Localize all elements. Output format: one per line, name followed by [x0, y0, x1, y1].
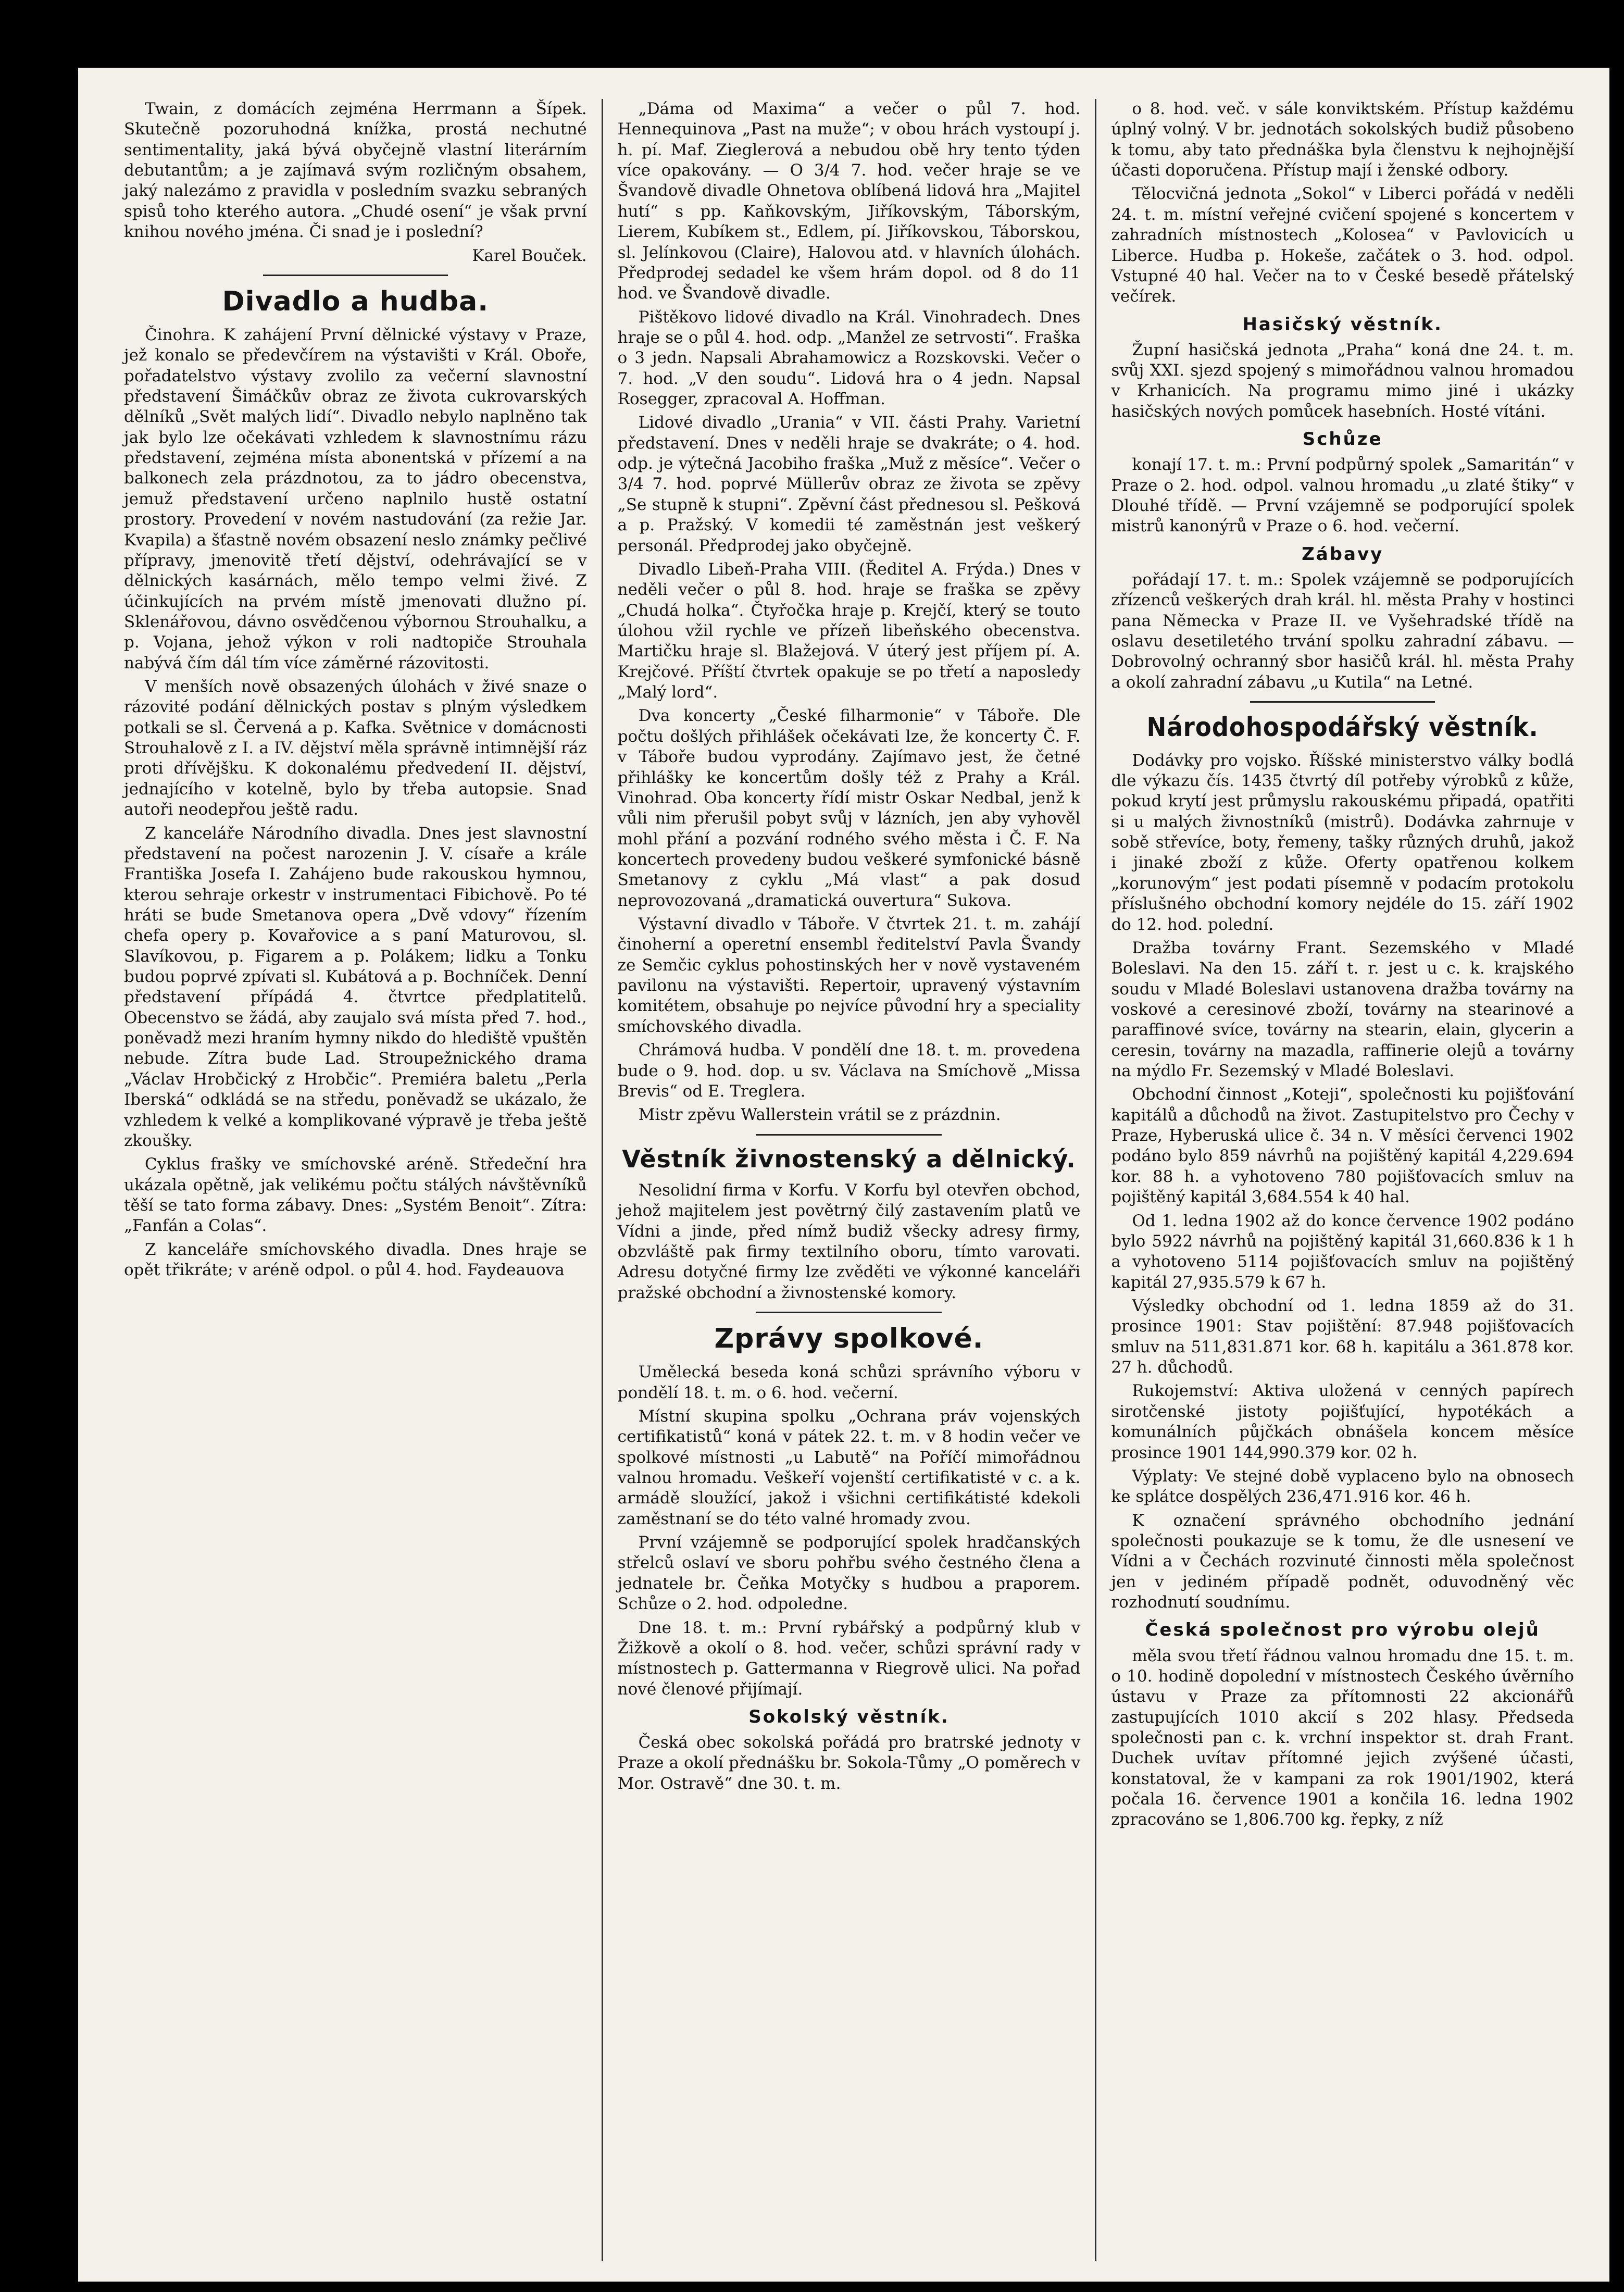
divider: [1250, 701, 1435, 703]
subheading-sokol: Sokolský věstník.: [748, 1706, 950, 1727]
divider: [263, 275, 448, 276]
subheading-oil-company: Česká společnost pro výrobu olejů: [1145, 1620, 1540, 1641]
subheading-meetings: Schůze: [1302, 429, 1383, 450]
column-3: [1095, 99, 1589, 2261]
article-paragraph: Z kanceláře Národního divadla. Dnes jest slavnostní představení na počest narozenin J. V. císaře a krále Františka Josefa I. Zahájeno bude rakouskou hymnou, kterou sehraje orkestr v instrumentaci Fibichově. Po té hráti se bude Smetanova opera „Dvě vdovy“ řízením chefa opery p. Kovařovice a s paní Maturovou, sl. Slavíkovou, p. Figarem a p. Polákem; lidku a Tonku budou poprvé zpívati sl. Kubátová a p. Bochníček. Denní představení přípádá 4. čtvrtce předplatitelů. Obecenstvo se žádá, aby zaujalo svá místa před 7. hod., poněvadž mezi hraním hymny nikdo do hlediště vpuštěn nebude. Zítra bude Lad. Stroupežnického drama „Václav Hrobčický z Hrobčic“. Premiéra baletu „Perla Iberská“ odkládá se na středu, poněvadž se ukázalo, že vzhledem k velké a komplikované výpravě je třeba ještě zkoušky.: [124, 824, 587, 1150]
section-heading-clubs: Zprávy spolkové.: [714, 1323, 984, 1355]
article-paragraph: Pištěkovo lidové divadlo na Král. Vinohradech. Dnes hraje se o půl 4. hod. odp. „Manžel ze setrvosti“. Fraška o 3 jedn. Napsali Abrahamowicz a Rozskovski. Večer o 7. hod. „V den soudu“. Lidová hra o 4 jedn. Napsal Rosegger, zpracoval A. Hoffman.: [617, 307, 1081, 409]
section-heading-trade: Věstník živnostenský a dělnický.: [622, 1144, 1076, 1173]
article-paragraph: Chrámová hudba. V pondělí dne 18. t. m. provedena bude o 9. hod. dop. u sv. Václava na Smíchově „Missa Brevis“ od E. Treglera.: [617, 1041, 1081, 1101]
article-paragraph: Dražba továrny Frant. Sezemského v Mladé Boleslavi. Na den 15. září t. r. jest u c. k. krajského soudu v Mladé Boleslavi ustanovena dražba továrny na voskové a ceresinové zboží, továrny na stearinové a paraffinové svíce, továrny na stearin, elain, glycerin a ceresin, továrny na mazadla, raffinerie olejů a továrny na mýdlo Fr. Sezemský v Mladé Boleslavi.: [1111, 938, 1575, 1081]
article-paragraph: Tělocvičná jednota „Sokol“ v Liberci pořádá v neděli 24. t. m. místní veřejné cvičení spojené s koncertem v zahradních místnostech „Kolosea“ v Pavlovicích u Liberce. Hudba p. Hokeše, začátek o 3. hod. odpol. Vstupné 40 hal. Večer na to v České besedě přátelský večírek.: [1111, 184, 1575, 306]
article-paragraph: Obchodní činnost „Koteji“, společnosti ku pojišťování kapitálů a důchodů na život. Zastupitelstvo pro Čechy v Praze, Hyberuská ulice č. 34 n. V měsíci červenci 1902 podáno bylo 859 návrhů na pojištěný kapitál 4,229.694 kor. 88 h. a vyhotoveno 780 pojišťovacích smluv na pojištěný kapitál 3,684.554 k 40 hal.: [1111, 1085, 1575, 1207]
article-paragraph: Činohra. K zahájení První dělnické výstavy v Praze, jež konalo se předevčírem na výstavišti v Král. Oboře, pořadatelstvo výstavy zvolilo za večerní slavnostní představení Šimáčkův obraz ze života cukrovarských dělníků „Svět malých lidí“. Divadlo nebylo naplněno tak jak bylo lze očekávati vzhledem k slavnostnímu rázu představení, zejména místa abonentská v přízemí a na balkonech zela prázdnotou, za to jádro obecenstva, jemuž představení určeno naplnilo hustě ostatní prostory. Provedení v novém nastudování (za režie Jar. Kvapila) a šťastně novém obsazení neslo známky pečlivé přípravy, jmenovitě třetí dějství, odehrávající se v dělnických kasárnách, mělo tempo velmi živé. Z účinkujících na prvém místě jmenovati dlužno pí. Sklenářovou, dávno osvědčenou výbornou Strouhalku, a p. Vojana, jehož výkon v roli nadtopiče Strouhala nabývá čím dál tím více záměrné rázovitosti.: [124, 325, 587, 672]
section-heading-economy: Národohospodářský věstník.: [1146, 712, 1539, 743]
article-paragraph: Z kanceláře smíchovského divadla. Dnes hraje se opět třikráte; v aréně odpol. o půl 4. hod. Faydeauova: [124, 1240, 587, 1280]
author-signature: Karel Bouček.: [472, 246, 587, 265]
column-1: [109, 99, 602, 2261]
article-paragraph: Výsledky obchodní od 1. ledna 1859 až do 31. prosince 1901: Stav pojištění: 87.948 pojišťovacích smluv na 511,831.871 kor. 68 h. kapitálu a 361.878 kor. 27 h. důchodů.: [1111, 1296, 1575, 1377]
article-paragraph: Divadlo Libeň-Praha VIII. (Ředitel A. Frýda.) Dnes v neděli večer o půl 8. hod. hraje se fraška se zpěvy „Chudá holka“. Čtyřočka hraje p. Krejčí, který se touto úlohou vžil rychle ve přízeň libeňského obecenstva. Martičku hraje sl. Blažejová. V úterý jest příjem pí. A. Krejčové. Příští čtvrtek opakuje se po třetí a naposledy „Malý lord“.: [617, 559, 1081, 702]
article-paragraph: o 8. hod. več. v sále konviktském. Přístup každému úplný volný. V br. jednotách sokolských budiž působeno k tomu, aby tato přednáška byla členstvu k nejhojnější účasti doporučena. Přístup mají i ženské odbory.: [1111, 99, 1575, 180]
article-paragraph: Výplaty: Ve stejné době vyplaceno bylo na obnosech ke splátce dospělých 236,471.916 kor. 46 h.: [1111, 1466, 1575, 1506]
article-paragraph: Nesolidní firma v Korfu. V Korfu byl otevřen obchod, jehož majitelem jest povětrný čilý zastavením platů ve Vídni a jinde, před nímž budiž všecky adresy firmy, obzvláště pak firmy textilního oboru, tímto varovati. Adresu dotyčné firmy lze zvěděti ve výkonné kanceláři pražské obchodní a živnostenské komory.: [617, 1181, 1081, 1302]
article-paragraph: Cyklus frašky ve smíchovské aréně. Středeční hra ukázala opětně, jak velikému počtu stálých návštěvníků těší se tato forma zábavy. Dnes: „Systém Benoit“. Zítra: „Fanfán a Colas“.: [124, 1155, 587, 1236]
divider: [756, 1134, 941, 1136]
article-paragraph: Rukojemství: Aktiva uložená v cenných papírech sirotčenské jistoty pojišťující, hypotékách a komunálních půjčkách obnášela koncem měsíce prosince 1901 144,990.379 kor. 02 h.: [1111, 1381, 1575, 1462]
article-paragraph: „Dáma od Maxima“ a večer o půl 7. hod. Hennequinova „Past na muže“; v obou hrách vystoupí j. h. pí. Maf. Zieglerová a nebudou obě hry tento týden více opakovány. — O 3/4 7. hod. večer hraje se ve Švandově divadle Ohnetova oblíbená lidová hra „Majitel hutí“ s pp. Kaňkovským, Jiříkovským, Táborským, Lierem, Kubíkem st., Edlem, pí. Jiříkovskou, Táborskou, sl. Jelínkovou (Claire), Halovou atd. v hlavních úlohách. Předprodej sedadel ke všem hrám dopol. od 8 do 11 hod. ve Švandově divadle.: [617, 99, 1081, 303]
article-paragraph: Dodávky pro vojsko. Říšské ministerstvo války bodlá dle výkazu čís. 1435 čtvrtý díl potřeby výrobků z kůže, pokud krytí jest průmyslu rakouskému připadá, opatřiti si u malých živnostníků (mistrů). Dodávka zahrnuje v sobě střevíce, boty, řemeny, tašky různých druhů, jakož i jinaké zboží z kůže. Oferty opatřenou kolkem „korunovým“ jest podati písemně v podacím protokolu příslušného obchodní komory nejdéle do 15. září 1902 do 12. hod. polední.: [1111, 751, 1575, 934]
article-paragraph: Výstavní divadlo v Táboře. V čtvrtek 21. t. m. zahájí činoherní a operetní ensembl ředitelství Pavla Švandy ze Semčic cyklus pohostinských her v nově vystaveném pavilonu na výstavišti. Repertoir, upravený výstavním komitétem, obsahuje po nejvíce původní hry a speciality smíchovského divadla.: [617, 915, 1081, 1036]
subheading-firefighters: Hasičský věstník.: [1242, 314, 1443, 335]
article-paragraph: Od 1. ledna 1902 až do konce července 1902 podáno bylo 5922 návrhů na pojištěný kapitál 31,660.836 k 1 h a vyhotoveno 5114 pojišťovacích smluv na pojištěný kapitál 27,935.579 k 67 h.: [1111, 1211, 1575, 1292]
article-paragraph: Dva koncerty „České filharmonie“ v Táboře. Dle počtu došlých přihlášek očekávati lze, že koncerty Č. F. v Táboře budou vyprodány. Zajímavo jest, že četné přihlášky ke koncertům došly též z Prahy a Král. Vinohrad. Oba koncerty řídí mistr Oskar Nedbal, jenž k vůli nim přerušil pobyt svůj v lázních, jen aby vyhověl mohl přání a pozvání rodného svého města i Č. F. Na koncertech provedeny budou veškeré symfonické básně Smetanovy z cyklu „Má vlast“ a pak dosud neprovozovaná „dramatická ouvertura“ Sukova.: [617, 706, 1081, 910]
article-paragraph: Česká obec sokolská pořádá pro bratrské jednoty v Praze a okolí přednášku br. Sokola-Tůmy „O poměrech v Mor. Ostravě“ dne 30. t. m.: [617, 1733, 1081, 1793]
subheading-entertainment: Zábavy: [1302, 543, 1384, 565]
book-review-text: Twain, z domácích zejména Herrmann a Šípek. Skutečně pozoruhodná knížka, prostá nechutné sentimentality, jaká bývá obyčejně vlastní literárním debutantům; a je zajímavá svým rozličným obsahem, jaký nalezámo z pravidla v posledním svazku sebraných spisů toho kterého autora. „Chudé osení“ je však první knihou nového jména. Či snad je i poslední?: [124, 99, 587, 242]
article-paragraph: měla svou třetí řádnou valnou hromadu dne 15. t. m. o 10. hodině dopolední v místnostech Českého úvěrního ústavu v Praze za přítomnosti 22 akcionářů zastupujících 1010 akcií s 202 hlasy. Předseda společnosti pan c. k. vrchní inspektor st. drah Frant. Duchek uvítav přítomné jejich zvýšené účasti, konstatoval, že v kampani za rok 1901/1902, která počala 16. července 1901 a končila 16. ledna 1902 zpracováno se 1,806.700 kg. řepky, z níž: [1111, 1646, 1575, 1829]
column-2: [602, 99, 1095, 2261]
divider: [756, 1312, 941, 1313]
article-paragraph: Dne 18. t. m.: První rybářský a podpůrný klub v Žižkově a okolí o 8. hod. večer, schůzi správní rady v místnostech p. Gattermanna v Riegrově ulici. Na pořad nové členové přijímají.: [617, 1618, 1081, 1699]
article-paragraph: Místní skupina spolku „Ochrana práv vojenských certifikatistů“ koná v pátek 22. t. m. v 8 hodin večer ve spolkové místnosti „u Labutě“ na Poříčí mimořádnou valnou hromadu. Veškeří vojenští certifikatisté v c. a k. armádě sloužící, jakož i všichni certifikátisté kdekoli zaměstnaní se do této valné hromady zvou.: [617, 1406, 1081, 1528]
section-heading-theatre: Divadlo a hudba.: [222, 285, 489, 317]
article-paragraph: Mistr zpěvu Wallerstein vrátil se z prázdnin.: [638, 1105, 1001, 1125]
article-paragraph: Lidové divadlo „Urania“ v VII. části Prahy. Varietní představení. Dnes v neděli hraje se dvakráte; o 4. hod. odp. je výtečná Jacobiho fraška „Muž z měsíce“. Večer o 3/4 7. hod. poprvé Müllerův obraz ze života se zpěvy „Se stupně k stupni“. Zpěvní část přednesou sl. Pešková a p. Pražský. V komedii té zaměstnán jest veškerý personál. Předprodej jako obyčejně.: [617, 413, 1081, 555]
article-paragraph: První vzájemně se podporující spolek hradčanských střelců oslaví ve sboru pohřbu svého čestného člena a jednatele br. Čeňka Motyčky s hudbou a praporem. Schůze o 2. hod. odpoledne.: [617, 1533, 1081, 1614]
article-paragraph: pořádají 17. t. m.: Spolek vzájemně se podporujících zřízenců veškerých drah král. hl. města Prahy v hostinci pana Německa v Praze II. ve Vyšehradské třídě na oslavu desetiletého trvání spolku zahradní zábavu. — Dobrovolný ochranný sbor hasičů král. hl. města Prahy a okolí zahradní zábavu „u Kutila“ na Letné.: [1111, 570, 1575, 692]
article-paragraph: konají 17. t. m.: První podpůrný spolek „Samaritán“ v Praze o 2. hod. odpol. valnou hromadu „u zlaté štiky“ v Dlouhé třídě. — První vzájemně se podporující spolek mistrů kanonýrů v Praze o 6. hod. večerní.: [1111, 455, 1575, 536]
columns: [109, 99, 1589, 2261]
article-paragraph: Župní hasičská jednota „Praha“ koná dne 24. t. m. svůj XXI. sjezd spojený s mimořádnou valnou hromadou v Krhanicích. Na programu mimo jiné i ukázky hasičských nových pomůcek hasebních. Hosté vítáni.: [1111, 340, 1575, 421]
article-paragraph: V menších nově obsazených úlohách v živé snaze o rázovité podání dělnických postav s plným výsledkem potkali se sl. Červená a p. Kafka. Světnice v domácnosti Strouhalově z I. a IV. dějství měla správně intimnější ráz proti dřívějšku. K dokonalému předvedení II. dějství, jednajícího v kotelně, bylo by třeba autopsie. Snad autoři neodepřou ještě radu.: [124, 677, 587, 819]
newspaper-page: [78, 68, 1609, 2282]
article-paragraph: Umělecká beseda koná schůzi správního výboru v pondělí 18. t. m. o 6. hod. večerní.: [617, 1363, 1081, 1402]
article-paragraph: K označení správného obchodního jednání společnosti poukazuje se k tomu, že dle usnesení ve Vídni a v Čechách rozvinuté činnosti měla společnost jen v jediném případě podnět, oduvodněný věc rozhodnutí soudnímu.: [1111, 1511, 1575, 1612]
